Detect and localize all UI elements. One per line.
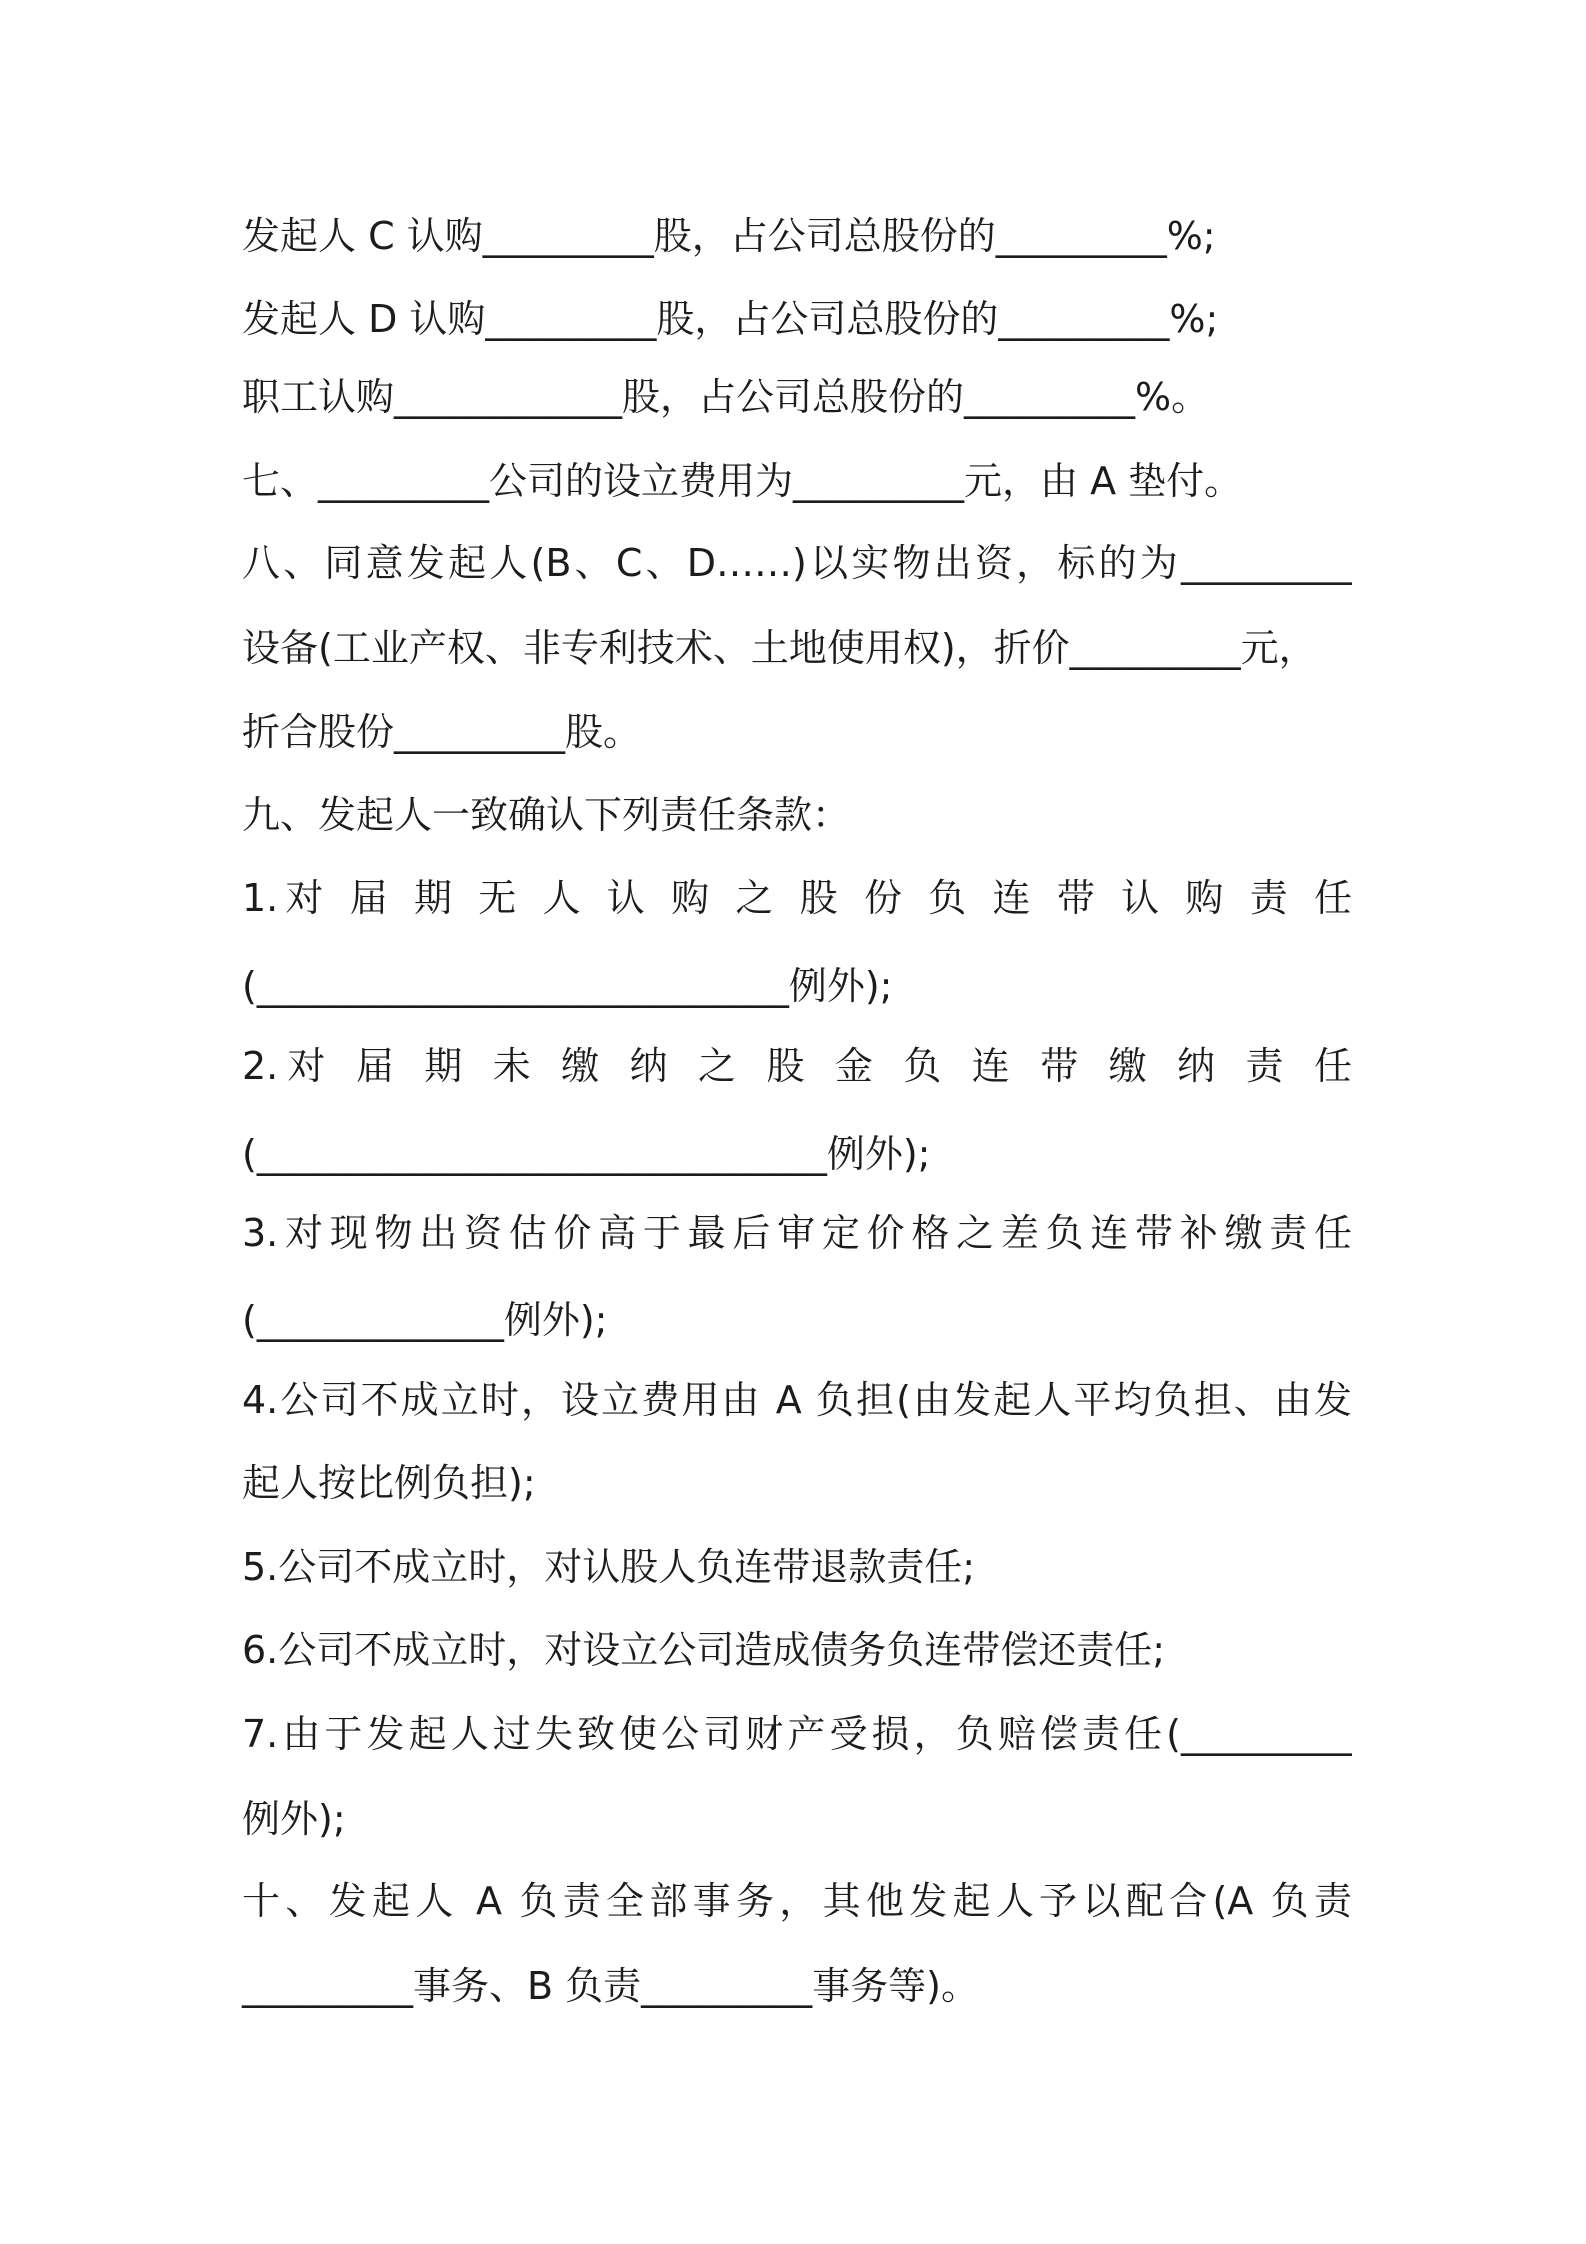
clause-8-line-2: 设备(工业产权、非专利技术、土地使用权)，折价_________元， <box>242 626 1317 670</box>
item-3-line-1: 3.对现物出资估价高于最后审定价格之差负连带补缴责任 <box>242 1211 1352 1255</box>
subscription-line-c: 发起人 C 认购_________股，占公司总股份的_________%; <box>242 214 1216 258</box>
item-1-line-1: 1.对 届 期 无 人 认 购 之 股 份 负 连 带 认 购 责 任 <box>242 876 1352 920</box>
clause-8-line-1: 八、同意发起人(B、C、D……)以实物出资，标的为_________ <box>242 541 1352 585</box>
subscription-line-staff: 职工认购____________股，占公司总股份的_________%。 <box>242 375 1210 419</box>
item-4-line-2: 起人按比例负担); <box>242 1461 536 1505</box>
item-4-line-1: 4.公司不成立时，设立费用由 A 负担(由发起人平均负担、由发 <box>242 1378 1352 1422</box>
clause-8-line-3: 折合股份_________股。 <box>242 710 642 754</box>
item-6: 6.公司不成立时，对设立公司造成债务负连带偿还责任; <box>242 1628 1166 1672</box>
item-7-line-1: 7.由于发起人过失致使公司财产受损，负赔偿责任(_________ <box>242 1712 1352 1756</box>
item-2-line-2: (______________________________例外); <box>242 1132 931 1176</box>
item-3-line-2: (_____________例外); <box>242 1298 608 1342</box>
item-5: 5.公司不成立时，对认股人负连带退款责任; <box>242 1545 976 1589</box>
clause-9-heading: 九、发起人一致确认下列责任条款： <box>242 793 851 837</box>
item-2-line-1: 2.对 届 期 未 缴 纳 之 股 金 负 连 带 缴 纳 责 任 <box>242 1044 1352 1088</box>
subscription-line-d: 发起人 D 认购_________股，占公司总股份的_________%; <box>242 297 1219 341</box>
clause-10-line-2: _________事务、B 负责_________事务等)。 <box>242 1964 979 2008</box>
item-1-line-2: (____________________________例外); <box>242 964 893 1008</box>
clause-7: 七、_________公司的设立费用为_________元，由 A 垫付。 <box>242 459 1243 503</box>
clause-10-line-1: 十、发起人 A 负责全部事务，其他发起人予以配合(A 负责 <box>242 1879 1352 1923</box>
item-7-line-2: 例外); <box>242 1797 346 1841</box>
